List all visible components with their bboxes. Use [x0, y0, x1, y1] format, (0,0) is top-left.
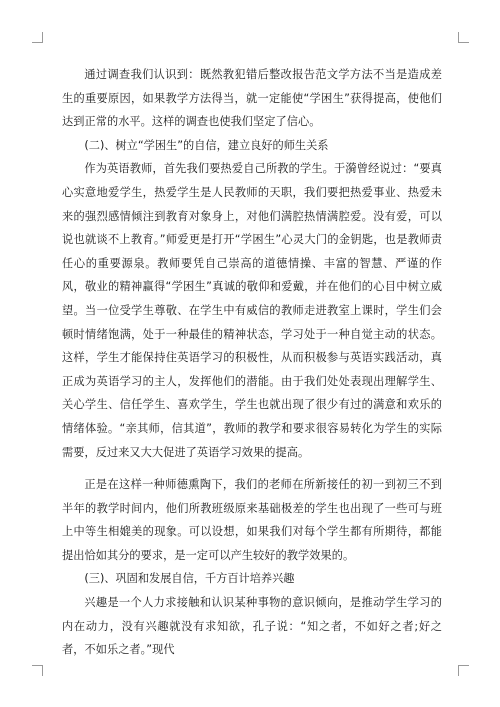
paragraph-teacher-ethics: 正是在这样一种师德熏陶下，我们的老师在所新接任的初一到初三不到半年的教学时间内，他们所教班级原来基础极差的学生也出现了一些可与班上中等生相媲美的现象。可以设想，如果我们对每个学生都有所期待，都能提出恰如其分的要求，是一定可以产生较好的教学效果的。: [62, 478, 442, 562]
section-heading-2: (二)、树立“学困生”的自信，建立良好的师生关系: [84, 138, 329, 152]
crop-mark-top-left: [32, 32, 43, 43]
crop-mark-bottom-left: [32, 665, 43, 676]
document-body: [62, 63, 442, 662]
paragraph-teacher-love: 作为英语教师，首先我们要热爱自己所教的学生。于漪曾经说过：“要真心实意地爱学生，热爱学生是人民教师的天职，我们要把热爱事业、热爱未来的强烈感情倾注到教育对象身上，对他们满腔热情满腔爱。没有爱，可以说也就谈不上教育。”师爱更是打开“学困生”心灵大门的金钥匙，也是教师责任心的重要源泉。教师要凭自己崇高的道德情操、丰富的智慧、严谨的作风，敬业的精神赢得“学困生”真诚的敬仰和爱戴，并在他们的心目中树立威望。当一位受学生尊敬、在学生中有威信的教师走进教室上课时，学生们会顿时情绪饱满，处于一种最佳的精神状态，学习处于一种自觉主动的状态。这样，学生才能保持住英语学习的积极性，从而积极参与英语实践活动，真正成为英语学习的主人，发挥他们的潜能。由于我们处处表现出理解学生、关心学生、信任学生、喜欢学生，学生也就出现了很少有过的满意和欢乐的情绪体验。“亲其师，信其道”，教师的教学和要求很容易转化为学生的实际需要，反过来又大大促进了英语学习效果的提高。: [62, 162, 442, 459]
paragraph-survey-conclusion: 通过调查我们认识到：既然教犯错后整改报告范文学方法不当是造成差生的重要原因，如果教学方法得当，就一定能使“学困生”获得提高，使他们达到正常的水平。这样的调查也使我们坚定了信心。: [62, 68, 442, 129]
crop-mark-top-right: [458, 32, 469, 43]
crop-mark-bottom-right: [458, 665, 469, 676]
section-heading-3: (三)、巩固和发展自信，千方百计培养兴趣: [84, 572, 295, 586]
paragraph-interest: 兴趣是一个人力求接触和认识某种事物的意识倾向，是推动学生学习的内在动力，没有兴趣就没有求知欲，孔子说：“知之者，不如好之者;好之者，不如乐之者。”现代: [62, 596, 442, 657]
